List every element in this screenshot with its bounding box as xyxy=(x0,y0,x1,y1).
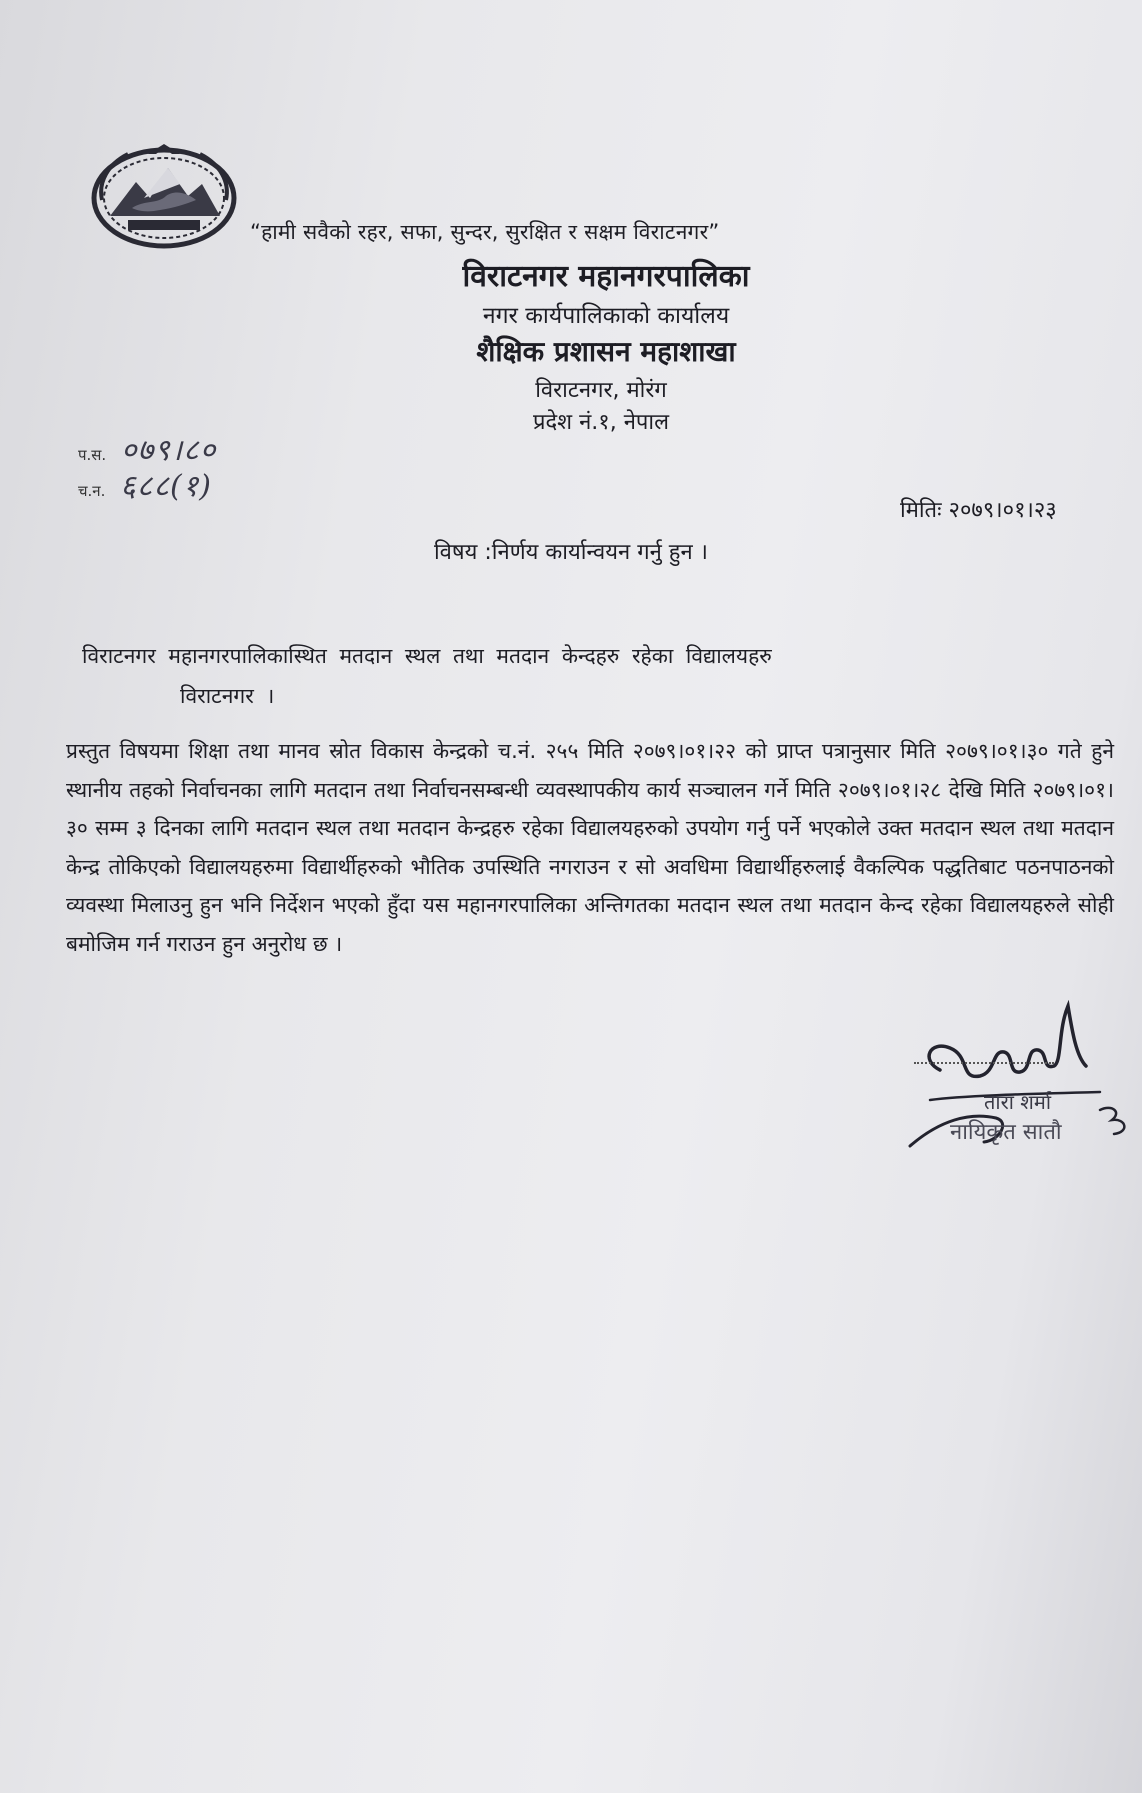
office-province: प्रदेश नं.१, नेपाल xyxy=(532,410,670,435)
reference-cn-label: च.न. xyxy=(78,482,106,500)
reference-ps-value: ०७९।८० xyxy=(120,433,217,468)
signatory-name: तारा शर्मा xyxy=(984,1090,1052,1114)
reference-ps xyxy=(78,428,216,469)
division-name: शैक्षिक प्रशासन महाशाखा xyxy=(476,335,736,368)
reference-cn-value: ६८८(१) xyxy=(120,469,212,504)
signature-line xyxy=(914,1062,1054,1064)
municipal-motto: “हामी सवैको रहर, सफा, सुन्दर, सुरक्षित र सक्षम विराटनगर” xyxy=(250,220,720,244)
reference-cn xyxy=(78,464,212,505)
recipient-city: विराटनगर । xyxy=(180,684,275,708)
signatory-title: नायिकृत सातौ xyxy=(950,1120,1062,1145)
recipient-block xyxy=(82,636,1082,716)
recipient-line: विराटनगर महानगरपालिकास्थित मतदान स्थल तथा मतदान केन्दहरु रहेका विद्यालयहरु xyxy=(82,644,772,668)
nepal-government-emblem-icon xyxy=(88,138,240,250)
letter-body: प्रस्तुत विषयमा शिक्षा तथा मानव स्रोत विकास केन्द्रको च.नं. २५५ मिति २०७९।०१।२२ को प्राप्त पत्रानुसार मिति २०७९।०१।३० गते हुने स्थानीय तहको निर्वाचनका लागि मतदान तथा निर्वाचनसम्बन्धी व्यवस्थापकीय कार्य सञ्चालन गर्ने मिति २०७९।०१।२८ देखि मिति २०७९।०१।३० सम्म ३ दिनका लागि मतदान स्थल तथा मतदान केन्द्रहरु रहेका विद्यालयहरुको उपयोग गर्नु पर्ने भएकोले उक्त मतदान स्थल तथा मतदान केन्द्र तोकिएको विद्यालयहरुमा विद्यार्थीहरुको भौतिक उपस्थिति नगराउन र सो अवधिमा विद्यार्थीहरुलाई वैकल्पिक पद्धतिबाट पठनपाठनको व्यवस्था मिलाउनु हुन भनि निर्देशन भएको हुँदा यस महानगरपालिका अन्तिगतका मतदान स्थल तथा मतदान केन्द रहेका विद्यालयहरुले सोही बमोजिम गर्न गराउन हुन अनुरोध छ । xyxy=(66,739,1114,956)
reference-ps-label: प.स. xyxy=(78,446,107,464)
office-name: नगर कार्यपालिकाको कार्यालय xyxy=(482,303,730,329)
letter-date: मितिः २०७९।०१।२३ xyxy=(900,498,1057,523)
letter-subject: विषय :निर्णय कार्यान्वयन गर्नु हुन । xyxy=(433,540,709,565)
office-address: विराटनगर, मोरंग xyxy=(535,378,667,403)
organization-name: विराटनगर महानगरपालिका xyxy=(462,259,750,294)
